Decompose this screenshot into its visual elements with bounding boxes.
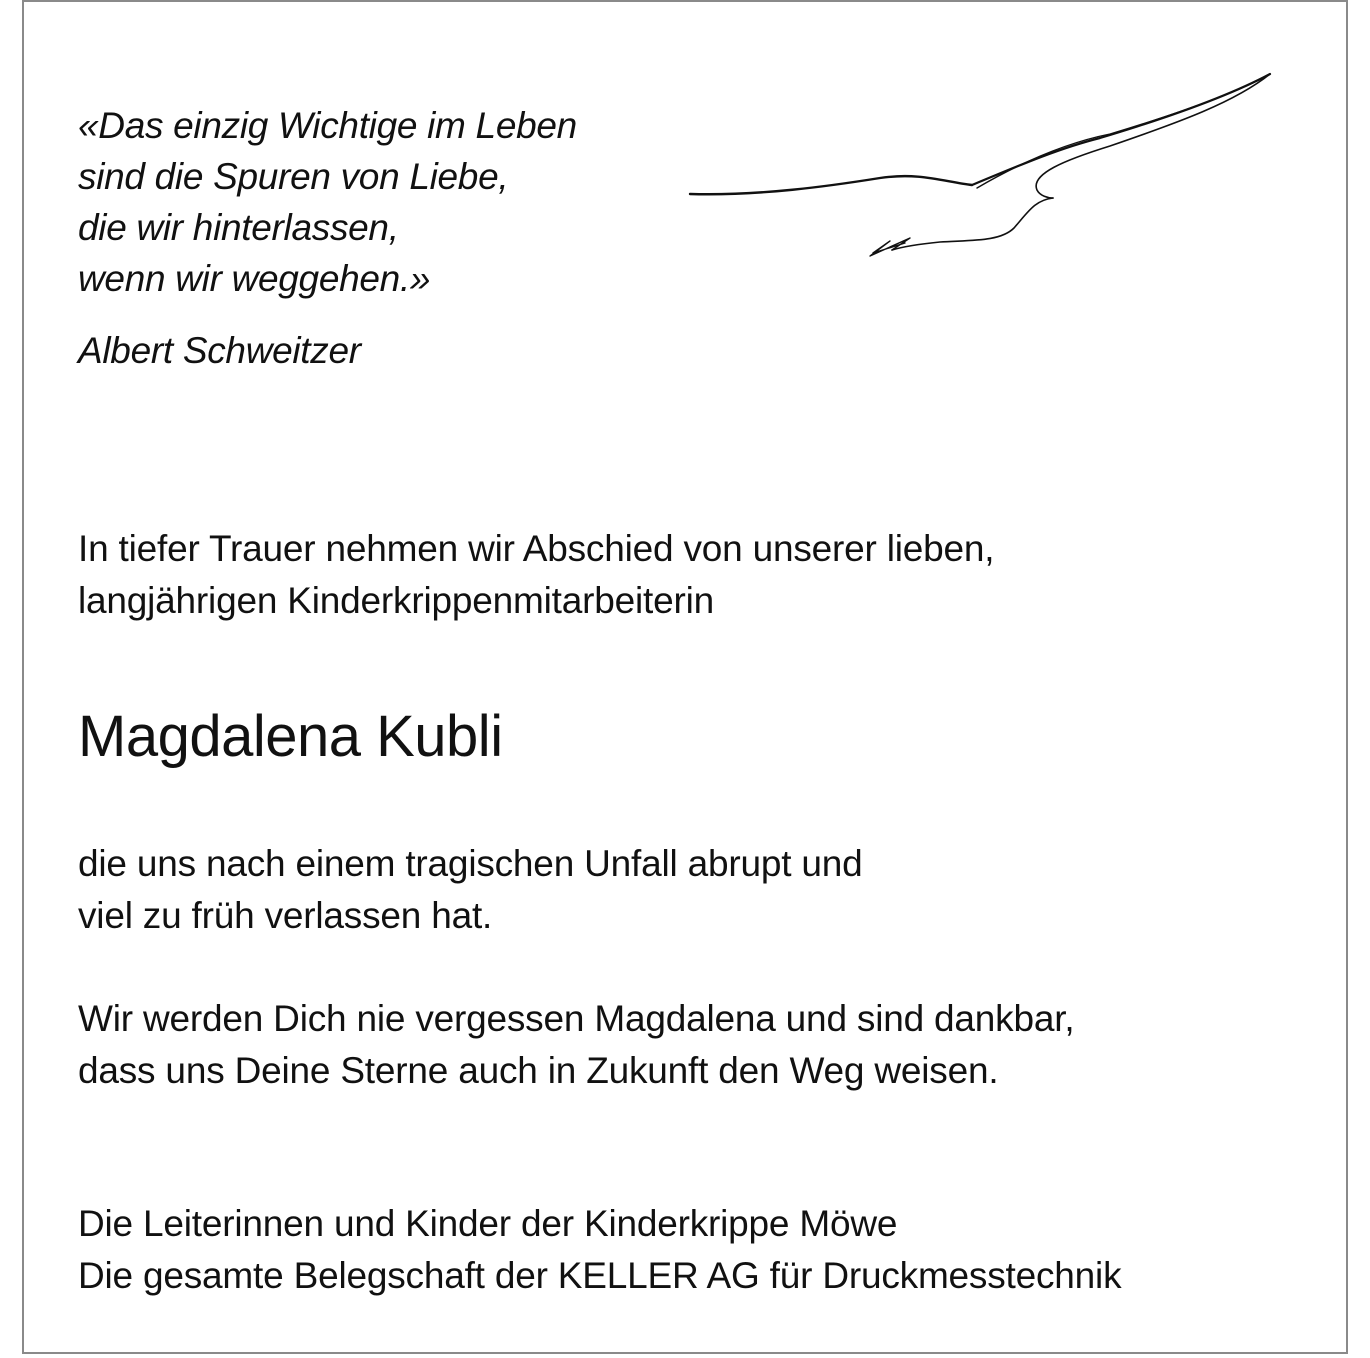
- body-paragraph-1: [78, 838, 863, 942]
- quote-author: Albert Schweitzer: [78, 330, 361, 371]
- quote-line: wenn wir weggehen.»: [78, 258, 431, 299]
- signers-block: [78, 1198, 1121, 1302]
- intro-line: langjährigen Kinderkrippenmitarbeiterin: [78, 580, 714, 621]
- intro-line: In tiefer Trauer nehmen wir Abschied von unserer lieben,: [78, 528, 995, 569]
- quote-line: sind die Spuren von Liebe,: [78, 156, 509, 197]
- signer-line: Die Leiterinnen und Kinder der Kinderkrippe Möwe: [78, 1203, 898, 1244]
- body-line: viel zu früh verlassen hat.: [78, 895, 493, 936]
- body-line: die uns nach einem tragischen Unfall abrupt und: [78, 843, 863, 884]
- deceased-name: Magdalena Kubli: [78, 704, 503, 769]
- signer-line: Die gesamte Belegschaft der KELLER AG für Druckmesstechnik: [78, 1255, 1122, 1296]
- quote-line: «Das einzig Wichtige im Leben: [78, 105, 577, 146]
- body-line: Wir werden Dich nie vergessen Magdalena und sind dankbar,: [78, 998, 1075, 1039]
- body-paragraph-2: [78, 993, 1074, 1097]
- intro-text: [78, 523, 994, 627]
- quote-line: die wir hinterlassen,: [78, 207, 399, 248]
- seagull-line-drawing-icon: [680, 60, 1280, 270]
- body-line: dass uns Deine Sterne auch in Zukunft den Weg weisen.: [78, 1050, 999, 1091]
- quote-block: [78, 100, 577, 304]
